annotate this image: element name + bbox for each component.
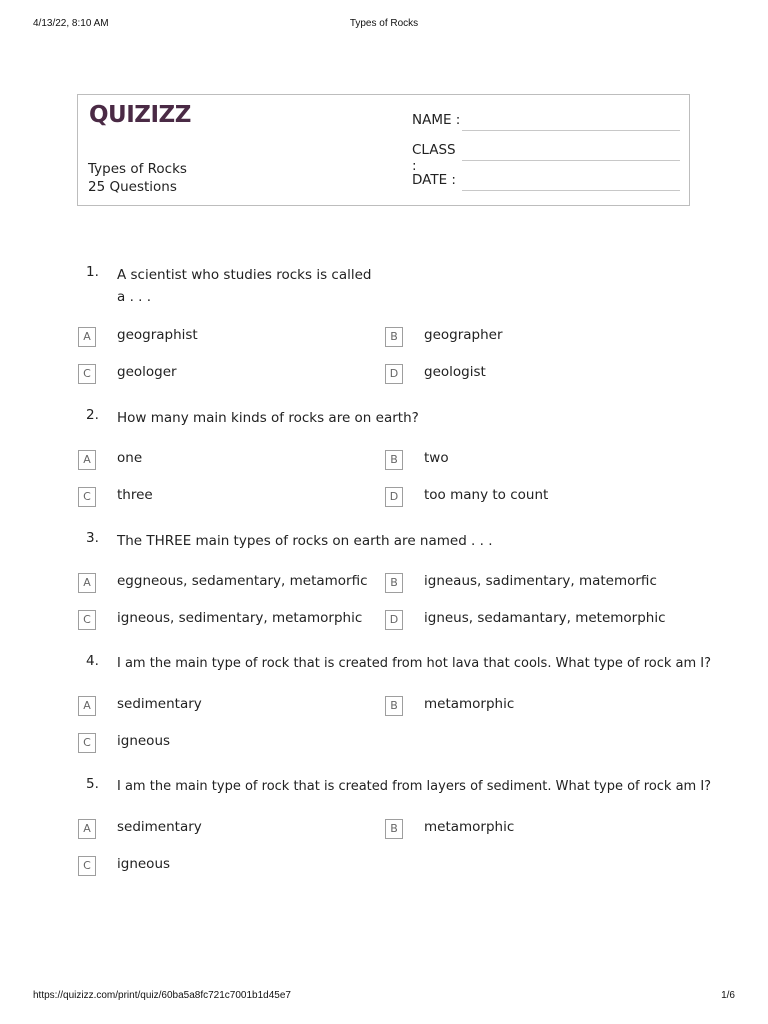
question-4 bbox=[86, 653, 712, 697]
option-text: geologist bbox=[424, 364, 486, 380]
option-letter: A bbox=[78, 696, 96, 716]
option-letter: A bbox=[78, 327, 96, 347]
question-2 bbox=[86, 407, 686, 451]
print-url[interactable]: https://quizizz.com/print/quiz/60ba5a8fc721c7001b1d45e7 bbox=[33, 990, 291, 1001]
option-text: sedimentary bbox=[117, 819, 202, 835]
print-doc-title: Types of Rocks bbox=[349, 18, 419, 29]
question-text: How many main kinds of rocks are on earth? bbox=[117, 410, 419, 426]
question-number: 3. bbox=[86, 530, 99, 546]
question-text: I am the main type of rock that is created from hot lava that cools. What type of rock am I? bbox=[117, 656, 712, 671]
option-letter: D bbox=[385, 487, 403, 507]
option-letter: B bbox=[385, 819, 403, 839]
date-label: DATE : bbox=[412, 172, 456, 188]
print-header bbox=[33, 18, 735, 32]
class-line bbox=[462, 160, 680, 161]
option-text: geographist bbox=[117, 327, 198, 343]
date-line bbox=[462, 190, 680, 191]
class-field[interactable] bbox=[412, 142, 462, 174]
option-text: metamorphic bbox=[424, 819, 515, 835]
name-label: NAME : bbox=[412, 112, 461, 128]
name-line bbox=[462, 130, 680, 131]
option-text: geologer bbox=[117, 364, 177, 380]
option-text: igneus, sedamantary, metemorphic bbox=[424, 610, 666, 626]
option-text: two bbox=[424, 450, 449, 466]
option-letter: A bbox=[78, 450, 96, 470]
option-letter: C bbox=[78, 733, 96, 753]
question-number: 4. bbox=[86, 653, 99, 669]
option-letter: C bbox=[78, 364, 96, 384]
option-letter: C bbox=[78, 856, 96, 876]
page-number: 1/6 bbox=[721, 990, 735, 1001]
option-text: sedimentary bbox=[117, 696, 202, 712]
question-number: 2. bbox=[86, 407, 99, 423]
option-text: igneous bbox=[117, 856, 171, 872]
option-text: igneous, sedimentary, metamorphic bbox=[117, 610, 363, 626]
question-3 bbox=[86, 530, 686, 574]
print-footer bbox=[33, 990, 735, 1004]
option-letter: C bbox=[78, 487, 96, 507]
option-letter: B bbox=[385, 327, 403, 347]
question-number: 1. bbox=[86, 264, 99, 280]
class-label: CLASS : bbox=[412, 142, 456, 174]
option-text: eggneous, sedamentary, metamorfic bbox=[117, 573, 368, 589]
option-text: igneaus, sadimentary, matemorfic bbox=[424, 573, 657, 589]
option-letter: D bbox=[385, 610, 403, 630]
question-text: The THREE main types of rocks on earth are named . . . bbox=[117, 533, 493, 549]
question-number: 5. bbox=[86, 776, 99, 792]
option-letter: B bbox=[385, 696, 403, 716]
option-text: one bbox=[117, 450, 143, 466]
question-count: 25 Questions bbox=[88, 179, 177, 195]
option-text: too many to count bbox=[424, 487, 549, 503]
option-letter: C bbox=[78, 610, 96, 630]
option-letter: A bbox=[78, 573, 96, 593]
option-letter: B bbox=[385, 573, 403, 593]
option-letter: A bbox=[78, 819, 96, 839]
option-text: geographer bbox=[424, 327, 503, 343]
option-text: metamorphic bbox=[424, 696, 515, 712]
quiz-title: Types of Rocks bbox=[88, 161, 187, 177]
option-letter: D bbox=[385, 364, 403, 384]
date-field[interactable] bbox=[412, 172, 462, 188]
print-datetime: 4/13/22, 8:10 AM bbox=[33, 18, 109, 29]
quizizz-logo: QUIZIZZ bbox=[89, 102, 191, 128]
quiz-header-box bbox=[77, 94, 690, 206]
option-letter: B bbox=[385, 450, 403, 470]
question-5 bbox=[86, 776, 712, 820]
option-text: igneous bbox=[117, 733, 171, 749]
question-text: A scientist who studies rocks is called a . . . bbox=[117, 267, 372, 305]
name-field[interactable] bbox=[412, 112, 462, 128]
option-text: three bbox=[117, 487, 153, 503]
question-text: I am the main type of rock that is created from layers of sediment. What type of rock am I? bbox=[117, 779, 712, 794]
question-1 bbox=[86, 264, 686, 308]
